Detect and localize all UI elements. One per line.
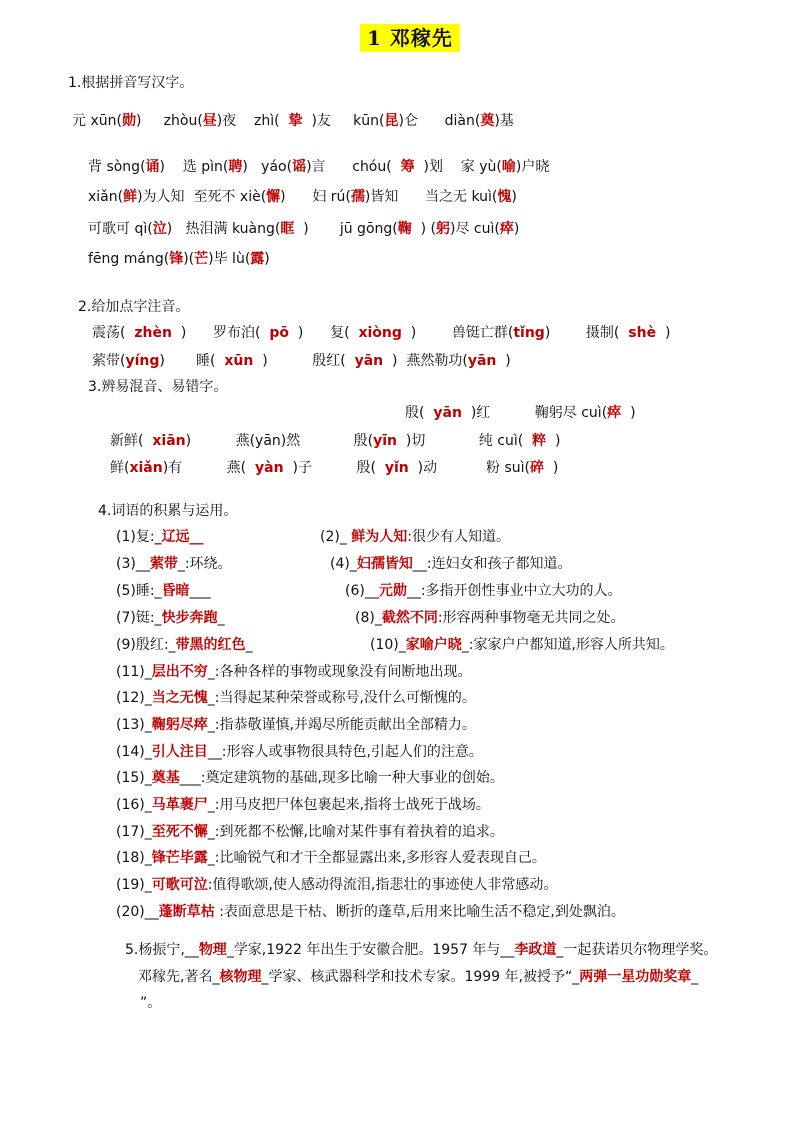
answer-text: 昆 <box>384 113 399 129</box>
line-text: )友 kūn( <box>302 113 385 129</box>
answer-text: 喻 <box>501 159 516 175</box>
section-4-heading: 4.词语的积累与运用。 <box>98 503 238 519</box>
line-text: (10)_ <box>370 637 406 653</box>
section-4-item <box>116 741 483 761</box>
line-text: )子 殷( <box>283 460 385 476</box>
line-text: ___:奠定建筑物的基础,现多比喻一种大事业的创始。 <box>179 770 504 786</box>
line-text: (3)__ <box>116 556 150 572</box>
answer-text: 露 <box>250 251 265 267</box>
line-text: ) 罗布泊( <box>171 325 270 341</box>
line-text: (14)_ <box>116 744 152 760</box>
line-text: _:家家户户都知道,形容人所共知。 <box>461 637 674 653</box>
line-text: :表面意思是干枯、断折的蓬草,后用来比喻生活不稳定,到处飘泊。 <box>214 904 625 920</box>
line-text: )红 鞠躬尽 cuì( <box>461 405 608 421</box>
line-text: _:比喻锐气和才干全都显露出来,多形容人爱表现自己。 <box>207 850 546 866</box>
answer-text: 芒 <box>194 251 209 267</box>
section-4-item <box>116 901 625 921</box>
section-1-line <box>88 218 519 238</box>
answer-text: 懈 <box>266 189 281 205</box>
answer-text: 鞠躬尽瘁 <box>151 717 208 733</box>
line-text: )仑 diàn( <box>398 113 481 129</box>
answer-text: 泣 <box>152 221 167 237</box>
answer-text: 瘁 <box>607 405 622 421</box>
answer-text: 马革裹尸 <box>151 797 208 813</box>
answer-text: xiòng <box>358 325 402 341</box>
answer-text: 碎 <box>530 460 545 476</box>
line-text: (18)_ <box>116 850 152 866</box>
answer-text: 蓬断草枯 <box>158 904 215 920</box>
answer-text: 可歌可泣 <box>151 877 208 893</box>
section-4-item <box>116 553 232 573</box>
answer-text: yīn <box>373 433 398 449</box>
line-text: _一起获诺贝尔物理学奖。 <box>556 942 718 958</box>
line-text: (8)_ <box>355 610 382 626</box>
answer-text: zhèn <box>134 325 172 341</box>
line-text: ) 睡( <box>159 353 225 369</box>
line-text: ) <box>544 460 559 476</box>
line-text: ) <box>621 405 636 421</box>
answer-text: yǐn <box>384 460 409 476</box>
answer-text: 聘 <box>228 159 243 175</box>
answer-text: xūn <box>224 353 254 369</box>
line-text: ) 燕(yān)然 殷( <box>185 433 374 449</box>
answer-text: 萦带 <box>149 556 178 572</box>
section-1-heading: 1.根据拼音写汉字。 <box>68 75 194 91</box>
answer-text: 带黑的红色 <box>175 637 246 653</box>
answer-text: pō <box>269 325 290 341</box>
line-text: _:指恭敬谨慎,并竭尽所能贡献出全部精力。 <box>207 717 476 733</box>
line-text: fēng máng( <box>88 251 170 267</box>
answer-text: 至死不懈 <box>151 824 208 840</box>
answer-text: 孺 <box>350 189 365 205</box>
line-text: (20)__ <box>116 904 159 920</box>
line-text: )( <box>183 251 195 267</box>
line-text: _:当得起某种荣誉或称号,没什么可惭愧的。 <box>207 690 476 706</box>
answer-text: 眶 <box>280 221 295 237</box>
answer-text: 愧 <box>497 189 512 205</box>
answer-text: 挚 <box>288 113 303 129</box>
line-text: (11)_ <box>116 664 152 680</box>
line-text: _:到死都不松懈,比喻对某件事有着执着的追求。 <box>207 824 504 840</box>
line-text: (17)_ <box>116 824 152 840</box>
section-4-item <box>116 821 504 841</box>
line-text: )户晓 <box>515 159 550 175</box>
line-text: )基 <box>494 113 514 129</box>
line-text: 可歌可 qì( <box>88 221 153 237</box>
line-text: ) <box>496 353 511 369</box>
answer-text: 筹 <box>400 159 415 175</box>
section-4-item <box>330 553 572 573</box>
section-2-line <box>92 350 511 370</box>
line-text: ) 殷红( <box>253 353 355 369</box>
answer-text: yān <box>433 405 462 421</box>
section-4-item <box>116 661 471 681</box>
line-text: ) <box>656 325 671 341</box>
line-text: )有 燕( <box>162 460 256 476</box>
section-1-line <box>88 248 270 268</box>
answer-text: 家喻户晓 <box>405 637 462 653</box>
line-text: _:用马皮把尸体包裹起来,指将士战死于战场。 <box>207 797 490 813</box>
line-text: ) <box>546 433 561 449</box>
section-2-line <box>92 322 670 342</box>
line-text: 新鲜( <box>110 433 153 449</box>
section-4-item <box>116 580 211 600</box>
line-text: )切 纯 cuì( <box>397 433 533 449</box>
answer-text: _辽远__ <box>154 529 204 545</box>
line-text: )毕 lù( <box>208 251 251 267</box>
section-4-item <box>320 526 510 546</box>
line-text: (13)_ <box>116 717 152 733</box>
answer-text: xiǎn <box>129 460 163 476</box>
line-text: 元 xūn( <box>72 113 122 129</box>
line-text: ) yáo( <box>242 159 293 175</box>
line-text: ) 燕然勒功( <box>383 353 468 369</box>
answer-text: 昏暗 <box>161 583 190 599</box>
line-text: (5)睡:_ <box>116 583 162 599</box>
answer-text: 层出不穷 <box>151 664 208 680</box>
line-text: ”。 <box>140 995 162 1011</box>
line-text: 鲜( <box>110 460 130 476</box>
section-4-item <box>345 580 622 600</box>
answer-text: shè <box>628 325 657 341</box>
line-text: ) 复( <box>289 325 359 341</box>
line-text: (7)铤:_ <box>116 610 162 626</box>
line-text: 殷( <box>405 405 434 421</box>
line-text: (19)_ <box>116 877 152 893</box>
line-text: :值得歌颂,使人感动得流泪,指悲壮的事迹使人非常感动。 <box>207 877 558 893</box>
answer-text: 鲜 <box>123 189 138 205</box>
section-4-item <box>370 634 674 654</box>
line-text: ) 选 pìn( <box>159 159 229 175</box>
answer-text: 锋芒毕露 <box>151 850 208 866</box>
section-5-line <box>125 939 717 959</box>
line-text: (1)复: <box>116 529 155 545</box>
answer-text: yān <box>354 353 384 369</box>
line-text: ) zhòu( <box>135 113 203 129</box>
line-text: )为人知 至死不 xiè( <box>137 189 267 205</box>
answer-text: 鞠 <box>397 221 412 237</box>
section-2-heading: 2.给加点字注音。 <box>78 299 190 315</box>
answer-text: 瘁 <box>499 221 514 237</box>
answer-text: 勋 <box>121 113 136 129</box>
line-text: ) 热泪满 kuàng( <box>166 221 281 237</box>
line-text: __:形容人或事物很具特色,引起人们的注意。 <box>207 744 483 760</box>
section-4-item <box>116 874 557 894</box>
section-1-line <box>88 156 549 176</box>
line-text: ) 摄制( <box>544 325 629 341</box>
section-5-line <box>140 992 161 1012</box>
line-text: _学家,1922 年出生于安徽合肥。1957 年与__ <box>226 942 515 958</box>
section-4-item <box>116 526 204 546</box>
answer-text: 元勋 <box>378 583 407 599</box>
line-text: ) <box>513 221 520 237</box>
line-text: ) jū gōng( <box>294 221 398 237</box>
line-text: ) <box>511 189 517 205</box>
answer-text: 李政道 <box>514 942 557 958</box>
answer-text: 截然不同 <box>381 610 438 626</box>
answer-text: 快步奔跑 <box>161 610 218 626</box>
section-4-item <box>116 794 490 814</box>
line-text: (12)_ <box>116 690 152 706</box>
line-text: (6)__ <box>345 583 379 599</box>
line-text: :形容两种事物毫无共同之处。 <box>437 610 625 626</box>
answer-text: 锋 <box>169 251 184 267</box>
line-text: )言 chóu( <box>306 159 401 175</box>
line-text: (16)_ <box>116 797 152 813</box>
page-title: 1 邓稼先 <box>360 24 460 52</box>
line-text: _:各种各样的事物或现象没有间断地出现。 <box>207 664 472 680</box>
section-1-line <box>88 186 517 206</box>
answer-text: 躬 <box>436 221 451 237</box>
answer-text: 物理 <box>198 942 227 958</box>
answer-text: 昼 <box>202 113 217 129</box>
section-4-item <box>116 847 546 867</box>
section-3-heading: 3.辨易混音、易错字。 <box>88 379 228 395</box>
line-text: __:多指开创性事业中立大功的人。 <box>406 583 622 599</box>
section-3-line <box>110 457 558 477</box>
line-text: )皆知 当之无 kuì( <box>364 189 498 205</box>
section-4-item <box>116 687 476 707</box>
line-text: xiǎn( <box>88 189 124 205</box>
line-text: ) <box>264 251 270 267</box>
section-1-line <box>72 110 514 130</box>
line-text: (4)_ <box>330 556 357 572</box>
answer-text: 诵 <box>145 159 160 175</box>
line-text: _ <box>217 610 225 626</box>
line-text: 5.杨振宁,__ <box>125 942 199 958</box>
line-text: _ <box>691 969 699 985</box>
line-text: (2)_ <box>320 529 352 545</box>
line-text: __:连妇女和孩子都知道。 <box>412 556 572 572</box>
line-text: 萦带( <box>92 353 126 369</box>
line-text: )夜 zhì( <box>216 113 289 129</box>
line-text: _学家、核武器科学和技术专家。1999 年,被授予“_ <box>261 969 580 985</box>
section-4-item <box>355 607 625 627</box>
section-4-item <box>116 634 253 654</box>
section-4-item <box>116 607 225 627</box>
section-3-line <box>110 430 560 450</box>
line-text: 震荡( <box>92 325 135 341</box>
line-text: :很少有人知道。 <box>407 529 510 545</box>
answer-text: 妇孺皆知 <box>356 556 413 572</box>
line-text: _ <box>245 637 253 653</box>
answer-text: yān <box>467 353 497 369</box>
section-3-line <box>405 402 636 422</box>
line-text: ) 兽铤亡群( <box>401 325 514 341</box>
answer-text: tǐng <box>513 325 545 341</box>
answer-text: 两弹一星功勋奖章 <box>579 969 692 985</box>
answer-text: 核物理 <box>219 969 262 985</box>
answer-text: yíng <box>125 353 160 369</box>
answer-text: 谣 <box>292 159 307 175</box>
line-text: 邓稼先,著名_ <box>138 969 220 985</box>
answer-text: 粹 <box>532 433 547 449</box>
line-text: )动 粉 suì( <box>408 460 531 476</box>
section-4-item <box>116 714 476 734</box>
line-text: )划 家 yù( <box>414 159 502 175</box>
section-5-line <box>138 966 698 986</box>
section-4-item <box>116 767 504 787</box>
answer-text: xiān <box>152 433 186 449</box>
answer-text: 当之无愧 <box>151 690 208 706</box>
line-text: _:环绕。 <box>177 556 232 572</box>
answer-text: yàn <box>255 460 284 476</box>
line-text: )尽 cuì( <box>450 221 500 237</box>
answer-text: 引人注目 <box>151 744 208 760</box>
line-text: (9)殷红:_ <box>116 637 176 653</box>
line-text: ___ <box>189 583 211 599</box>
line-text: ) ( <box>411 221 437 237</box>
line-text: (15)_ <box>116 770 152 786</box>
answer-text: 鲜为人知 <box>351 529 408 545</box>
answer-text: 奠 <box>480 113 495 129</box>
answer-text: 奠基 <box>151 770 180 786</box>
line-text: ) 妇 rú( <box>280 189 351 205</box>
line-text: 背 sòng( <box>88 159 146 175</box>
